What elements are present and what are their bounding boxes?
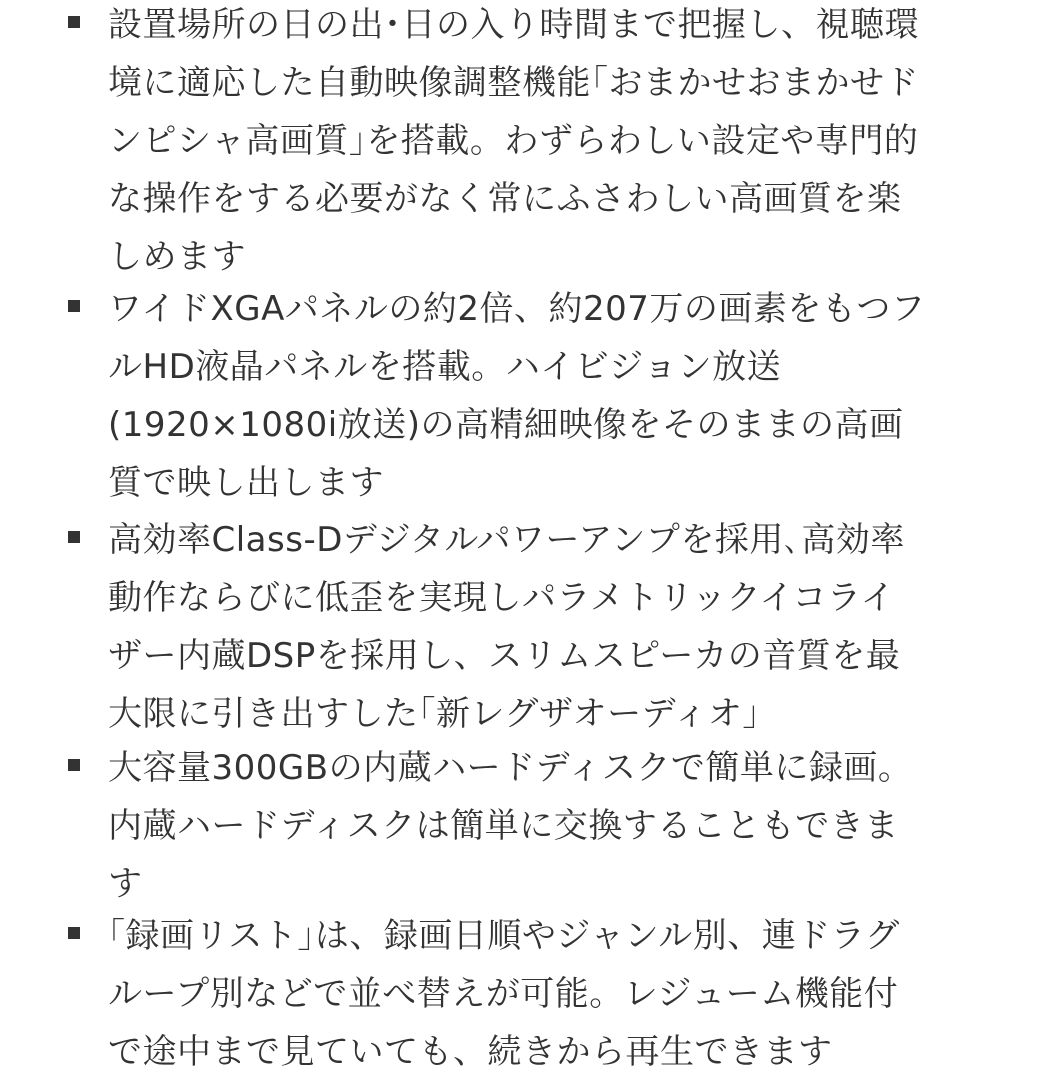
list-item-line: で途中まで見ていても、続きから再生できます — [108, 1032, 833, 1072]
list-item-line: しめます — [108, 237, 246, 277]
list-item-line: 動作ならびに低歪を実現しパラメトリックイコライ — [108, 578, 896, 618]
bullet-icon — [68, 300, 80, 312]
list-item-line: 高効率Class-Dデジタルパワーアンプを採用､高効率 — [108, 520, 905, 560]
list-item-line: ループ別などで並べ替えが可能。レジューム機能付 — [108, 974, 899, 1014]
list-item-line: 設置場所の日の出･日の入り時間まで把握し、視聴環 — [108, 5, 919, 45]
list-item-line: す — [108, 864, 143, 904]
list-item-line: ザー内蔵DSPを採用し、スリムスピーカの音質を最 — [108, 636, 901, 676]
list-item — [0, 907, 988, 1081]
list-item — [0, 280, 988, 512]
list-item — [0, 739, 988, 913]
bullet-icon — [68, 759, 80, 771]
list-item-line: な操作をする必要がなく常にふさわしい高画質を楽 — [108, 179, 902, 219]
list-item-line: ンピシャ高画質｣を搭載。わずらわしい設定や専門的 — [108, 121, 919, 161]
list-item — [0, 511, 988, 743]
bullet-icon — [68, 16, 80, 28]
list-item-line: 大容量300GBの内蔵ハードディスクで簡単に録画。 — [108, 748, 913, 788]
list-item-line: 質で映し出します — [108, 463, 384, 503]
list-item-line: ｢録画リスト｣は、録画日順やジャンル別、連ドラグ — [108, 916, 900, 956]
list-item-line: (1920×1080i放送)の高精細映像をそのままの高画 — [108, 405, 904, 445]
bullet-icon — [68, 927, 80, 939]
list-item-line: 大限に引き出すした｢新レグザオーディオ｣ — [108, 694, 760, 734]
list-item-line: 内蔵ハードディスクは簡単に交換することもできま — [108, 806, 899, 846]
list-item-line: ワイドXGAパネルの約2倍、約207万の画素をもつフ — [108, 289, 926, 329]
bullet-icon — [68, 531, 80, 543]
list-item-line: 境に適応した自動映像調整機能｢おまかせおまかせド — [108, 63, 919, 103]
list-item — [0, 0, 988, 286]
list-item-line: ルHD液晶パネルを搭載。ハイビジョン放送 — [108, 347, 782, 387]
